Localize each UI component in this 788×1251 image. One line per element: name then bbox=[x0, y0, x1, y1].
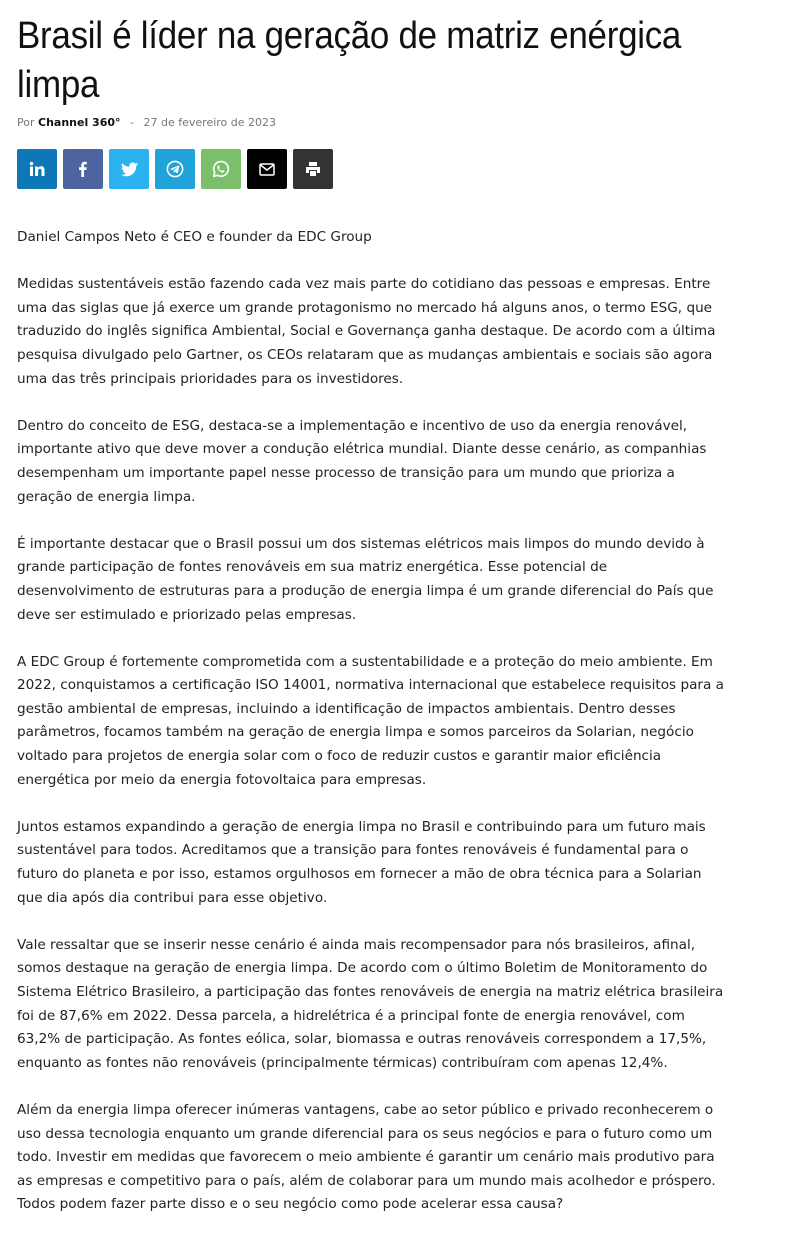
telegram-icon bbox=[166, 160, 184, 178]
linkedin-icon bbox=[29, 161, 45, 177]
twitter-icon bbox=[121, 162, 138, 177]
print-button[interactable] bbox=[293, 149, 333, 189]
paragraph: É importante destacar que o Brasil possui um dos sistemas elétricos mais limpos do mundo devido à grande participação de fontes renováveis em sua matriz energética. Esse potencial de desenvolvimento de estruturas para a produção de energia limpa é um grande diferencial do País que deve ser estimulado e priorizado pelas empresas. bbox=[17, 535, 714, 623]
article-title: Brasil é líder na geração de matriz enérgica limpa bbox=[17, 15, 682, 106]
publish-date: 27 de fevereiro de 2023 bbox=[143, 116, 277, 129]
share-email-button[interactable] bbox=[247, 149, 287, 189]
paragraph: Além da energia limpa oferecer inúmeras vantagens, cabe ao setor público e privado reconhecerem o uso dessa tecnologia enquanto um grande diferencial para os seus negócios e para o futuro como um todo. Investir em medidas que favorecem o meio ambiente é garantir um cenário mais produtivo para as empresas e competitivo para o país, além de colaborar para um mundo mais acolhedor e próspero. Todos podem fazer parte disso e o seu negócio como pode acelerar essa causa? bbox=[17, 1101, 716, 1213]
paragraph: Vale ressaltar que se inserir nesse cenário é ainda mais recompensador para nós brasileiros, afinal, somos destaque na geração de energia limpa. De acordo com o último Boletim de Monitoramento do Sistema Elétrico Brasileiro, a participação das fontes renováveis de energia na matriz elétrica brasileira foi de 87,6% em 2022. Dessa parcela, a hidrelétrica é a principal fonte de energia renovável, com 63,2% de participação. As fontes eólica, solar, biomassa e outras renováveis correspondem a 17,5%, enquanto as fontes não renováveis (principalmente térmicas) contribuíram com apenas 12,4%. bbox=[17, 936, 724, 1071]
whatsapp-icon bbox=[212, 160, 230, 178]
paragraph: Medidas sustentáveis estão fazendo cada vez mais parte do cotidiano das pessoas e empresas. Entre uma das siglas que já exerce um grande protagonismo no mercado há alguns anos, o termo ESG, que traduzido do inglês significa Ambiental, Social e Governança ganha destaque. De acordo com a última pesquisa divulgado pelo Gartner, os CEOs relataram que as mudanças ambientais e sociais são agora uma das três principais prioridades para os investidores. bbox=[17, 276, 716, 387]
article-body bbox=[17, 226, 727, 1241]
paragraph: Juntos estamos expandindo a geração de energia limpa no Brasil e contribuindo para um futuro mais sustentável para todos. Acreditamos que a transição para fontes renováveis é fundamental para o futuro do planeta e por isso, estamos orgulhosos em fornecer a mão de obra técnica para a Solarian que dia após dia contribui para esse objetivo. bbox=[17, 818, 706, 906]
share-bar bbox=[17, 149, 333, 189]
share-whatsapp-button[interactable] bbox=[201, 149, 241, 189]
share-facebook-button[interactable] bbox=[63, 149, 103, 189]
byline bbox=[17, 116, 276, 129]
byline-prefix: Por bbox=[17, 116, 35, 129]
print-icon bbox=[305, 161, 321, 177]
paragraph: A EDC Group é fortemente comprometida com a sustentabilidade e a proteção do meio ambiente. Em 2022, conquistamos a certificação ISO 14001, normativa internacional que estabelece requisitos para a gestão ambiental de empresas, incluindo a identificação de impactos ambientais. Dentro desses parâmetros, focamos também na geração de energia limpa e somos parceiros da Solarian, negócio voltado para projetos de energia solar com o foco de reduzir custos e garantir maior eficiência energética por meio da energia fotovoltaica para empresas. bbox=[17, 653, 724, 788]
share-twitter-button[interactable] bbox=[109, 149, 149, 189]
paragraph: Daniel Campos Neto é CEO e founder da EDC Group bbox=[17, 229, 372, 245]
email-icon bbox=[259, 163, 275, 176]
facebook-icon bbox=[75, 161, 91, 177]
share-linkedin-button[interactable] bbox=[17, 149, 57, 189]
author-link[interactable]: Channel 360° bbox=[38, 116, 121, 129]
share-telegram-button[interactable] bbox=[155, 149, 195, 189]
paragraph: Dentro do conceito de ESG, destaca-se a implementação e incentivo de uso da energia renovável, importante ativo que deve mover a condução elétrica mundial. Diante desse cenário, as companhias desempenham um importante papel nesse processo de transição para um mundo que prioriza a geração de energia limpa. bbox=[17, 417, 707, 505]
byline-separator: - bbox=[130, 116, 134, 129]
